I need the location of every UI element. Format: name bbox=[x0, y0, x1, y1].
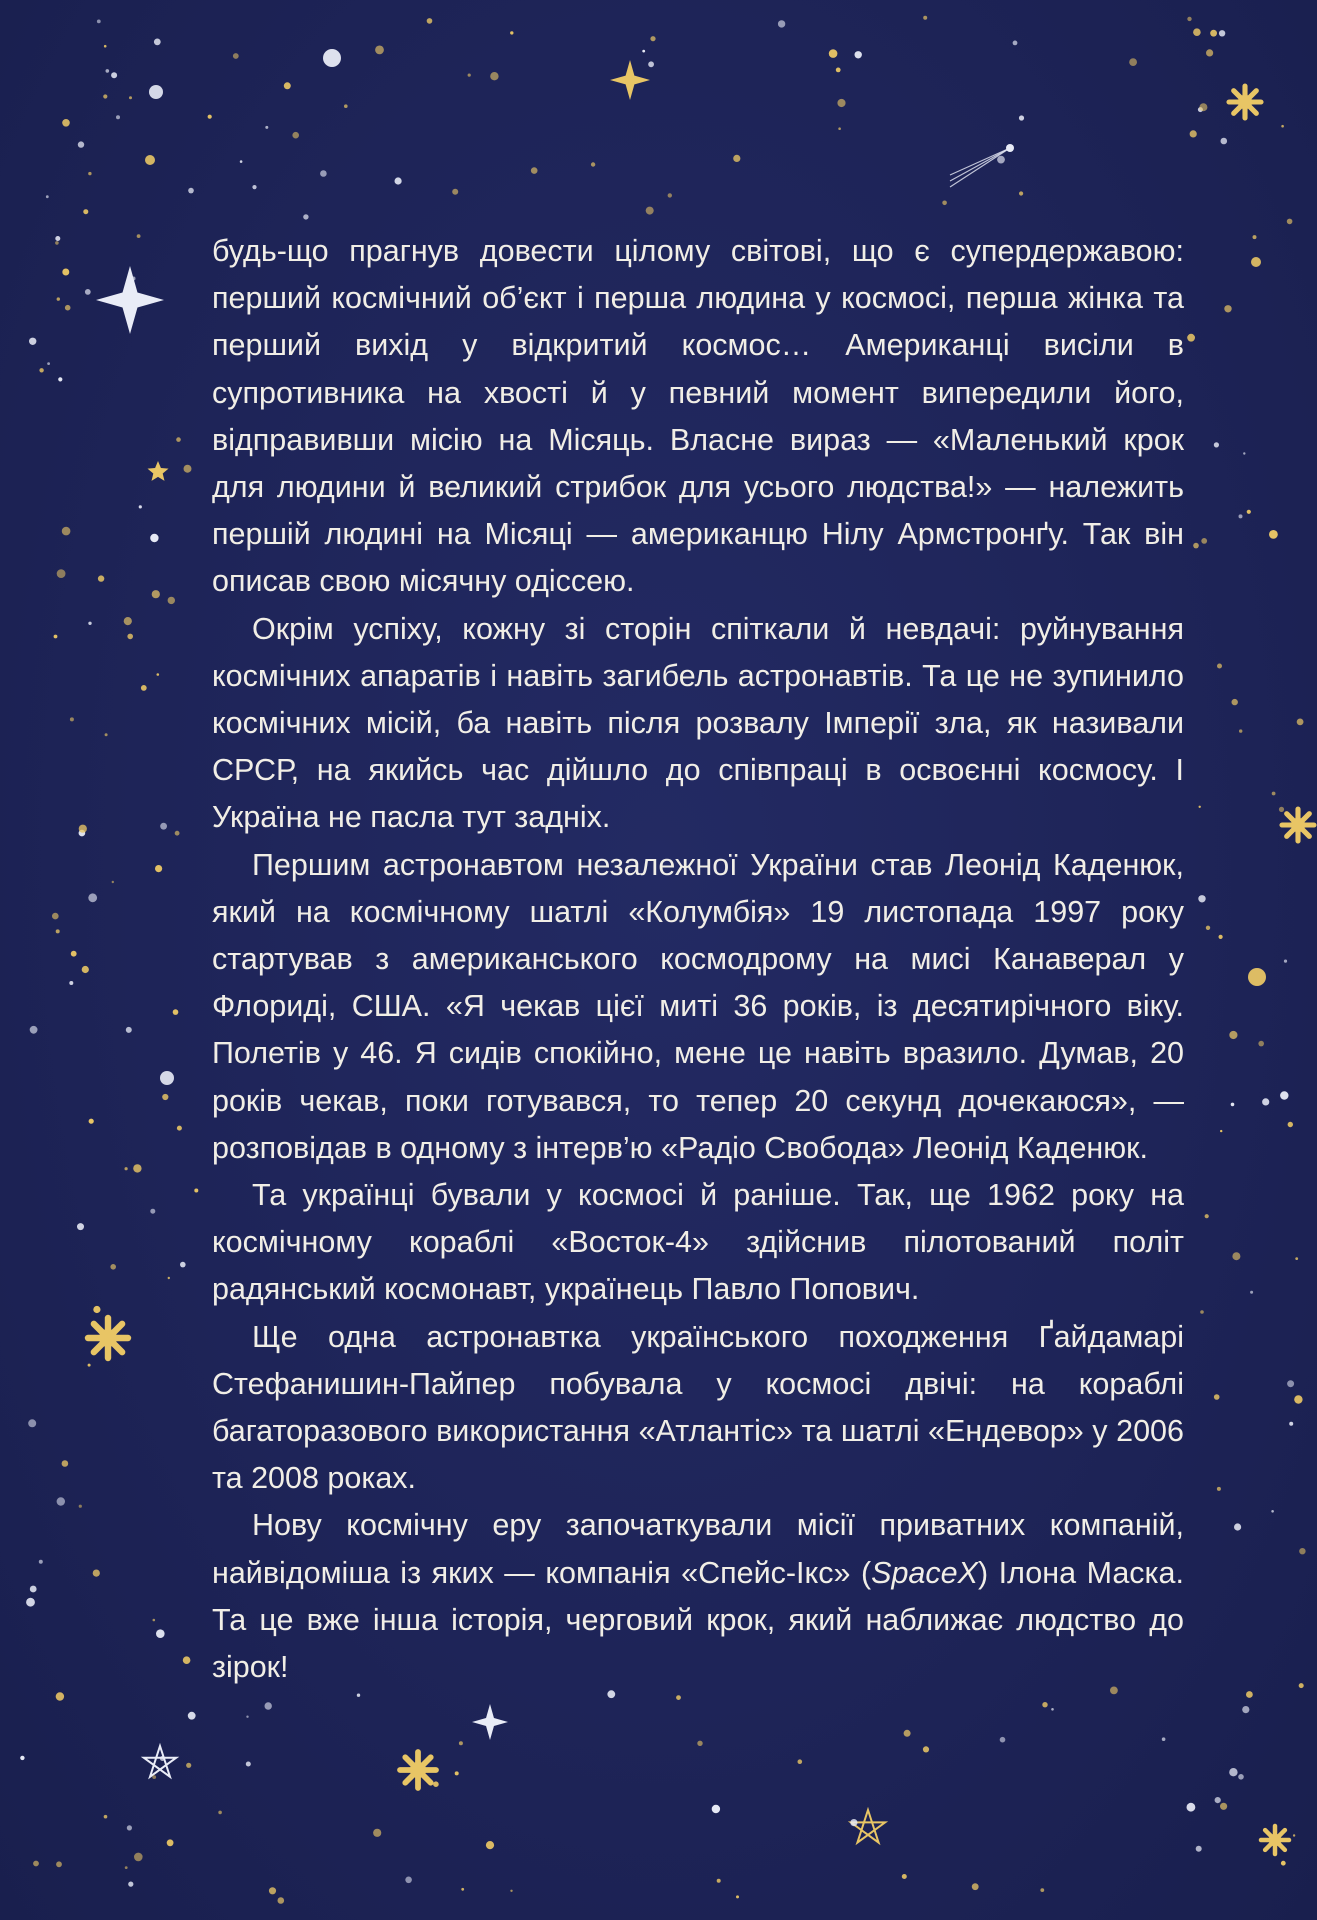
star-dot bbox=[923, 1746, 929, 1752]
star-dot bbox=[77, 1223, 84, 1230]
star-dot bbox=[510, 1890, 512, 1892]
star-dot bbox=[175, 831, 180, 836]
star-dot bbox=[468, 74, 471, 77]
star-dot bbox=[1019, 115, 1024, 120]
star-dot bbox=[155, 865, 162, 872]
star-dot bbox=[712, 1805, 720, 1813]
star-dot bbox=[357, 1694, 360, 1697]
star-dot bbox=[150, 1209, 155, 1214]
star-dot bbox=[1217, 1487, 1221, 1491]
star-dot bbox=[1190, 130, 1197, 137]
star-dot bbox=[1205, 1214, 1209, 1218]
star-dot bbox=[427, 18, 433, 24]
star-dot bbox=[904, 1730, 911, 1737]
star-dot bbox=[29, 338, 36, 345]
star-dot bbox=[78, 141, 84, 147]
star-dot bbox=[1262, 1098, 1269, 1105]
star-dot bbox=[111, 72, 117, 78]
star-dot bbox=[1246, 1691, 1253, 1698]
star-dot bbox=[736, 1895, 739, 1898]
star-dot bbox=[1214, 442, 1219, 447]
star-dot bbox=[455, 1771, 459, 1775]
star-dot bbox=[132, 277, 136, 281]
paragraph-6-text-after: ) Ілона Маска. Та це вже інша історія, черговий крок, який наближає людство до зірок! bbox=[212, 1555, 1184, 1685]
star-dot bbox=[1229, 1768, 1237, 1776]
star-dot bbox=[1242, 1706, 1249, 1713]
star-dot bbox=[160, 823, 167, 830]
star-dot bbox=[1297, 719, 1304, 726]
star-dot bbox=[1129, 58, 1137, 66]
star-dot bbox=[676, 1695, 681, 1700]
star-dot bbox=[1201, 538, 1207, 544]
star-dot bbox=[1200, 1310, 1204, 1314]
star-dot bbox=[320, 170, 327, 177]
star-dot bbox=[57, 297, 60, 300]
star-dot bbox=[829, 49, 838, 58]
star-dot bbox=[252, 185, 256, 189]
burst-star bbox=[400, 1752, 436, 1788]
star-dot bbox=[98, 575, 104, 581]
star-dot bbox=[642, 50, 645, 53]
star-dot bbox=[697, 1741, 702, 1746]
star-dot bbox=[93, 1306, 100, 1313]
star-dot bbox=[405, 1877, 412, 1884]
star-dot bbox=[176, 437, 181, 442]
star-dot bbox=[278, 1897, 285, 1904]
shooting-star bbox=[950, 144, 1014, 187]
star-dot bbox=[607, 1690, 615, 1698]
star-dot bbox=[650, 36, 655, 41]
star-dot bbox=[69, 981, 73, 985]
paragraph-6-text-before: Нову космічну еру започаткували місії приватних компаній, найвідоміша із яких — компанія «Спейс-Ікс» ( bbox=[212, 1508, 1184, 1590]
star-dot bbox=[1293, 1834, 1295, 1836]
star-dot bbox=[160, 1071, 174, 1085]
star-dot bbox=[778, 20, 785, 27]
paragraph-1: будь-що прагнув довести цілому світові, що є супердержавою: перший космічний об’єкт і перша людина у космосі, перша жінка та перший вихід у відкритий космос… Американці висіли в супротивника на хвості й у певний момент випередили його, відправивши місію на Місяць. Власне вираз — «Маленький крок для людини й великий стрибок для усього людства!» — належить першій людині на Місяці — американцю Нілу Армстронґу. Так він описав свою місячну одіссею. bbox=[212, 234, 1184, 599]
star-dot bbox=[510, 31, 513, 34]
star-dot bbox=[838, 127, 841, 130]
star-dot bbox=[154, 39, 161, 46]
star-dot bbox=[70, 717, 74, 721]
star-dot bbox=[88, 1364, 91, 1367]
star-dot bbox=[1162, 1737, 1166, 1741]
star-dot bbox=[180, 1262, 186, 1268]
star-dot bbox=[79, 1505, 82, 1508]
star-dot bbox=[1220, 1130, 1222, 1132]
star-dot bbox=[1051, 1708, 1054, 1711]
star-dot bbox=[133, 1164, 141, 1172]
star-dot bbox=[160, 1756, 165, 1761]
burst-star bbox=[1229, 86, 1261, 118]
star-dot bbox=[240, 160, 243, 163]
star-dot bbox=[1224, 305, 1231, 312]
star-dot bbox=[103, 94, 107, 98]
outline-star bbox=[144, 1746, 176, 1777]
star-dot bbox=[58, 377, 62, 381]
star-dot bbox=[1280, 1091, 1288, 1099]
star-dot bbox=[186, 1763, 191, 1768]
star-dot bbox=[47, 362, 50, 365]
star-dot bbox=[1243, 452, 1245, 454]
star-dot bbox=[855, 51, 862, 58]
star-dot bbox=[116, 115, 120, 119]
star-dot bbox=[1279, 807, 1284, 812]
star-dot bbox=[1299, 1683, 1304, 1688]
star-dot bbox=[1206, 926, 1210, 930]
star-dot bbox=[717, 1879, 721, 1883]
spacex-italic: SpaceX bbox=[871, 1555, 978, 1590]
star-dot bbox=[452, 189, 458, 195]
star-dot bbox=[153, 1619, 156, 1622]
paragraph-6 bbox=[212, 1502, 1184, 1691]
outline-star bbox=[851, 1810, 885, 1843]
star-dot bbox=[246, 1762, 251, 1767]
star-dot bbox=[1219, 935, 1223, 939]
star-dot bbox=[1272, 792, 1276, 796]
star-dot bbox=[137, 234, 141, 238]
star-dot bbox=[129, 96, 132, 99]
star-dot bbox=[1295, 1257, 1298, 1260]
star-dot bbox=[490, 72, 498, 80]
star-dot bbox=[1281, 125, 1284, 128]
star-dot bbox=[1198, 895, 1205, 902]
star-dot bbox=[56, 1692, 64, 1700]
star-dot bbox=[125, 1866, 128, 1869]
star-dot bbox=[850, 1819, 857, 1826]
star-dot bbox=[218, 1811, 222, 1815]
star-dot bbox=[303, 214, 308, 219]
star-dot bbox=[531, 167, 538, 174]
star-dot bbox=[344, 104, 348, 108]
star-dot bbox=[646, 207, 654, 215]
star-dot bbox=[1210, 30, 1217, 37]
star-dot bbox=[265, 126, 268, 129]
star-dot bbox=[1284, 960, 1287, 963]
star-dot bbox=[93, 1570, 100, 1577]
star-dot bbox=[188, 188, 194, 194]
star-dot bbox=[1187, 334, 1195, 342]
star-dot bbox=[1199, 806, 1201, 808]
star-dot bbox=[1214, 1394, 1220, 1400]
star-dot bbox=[459, 1741, 463, 1745]
star-dot bbox=[79, 825, 87, 833]
star-dot bbox=[1013, 41, 1018, 46]
star-dot bbox=[1287, 219, 1293, 225]
star-dot bbox=[668, 193, 672, 197]
star-dot bbox=[1238, 1774, 1244, 1780]
star-dot bbox=[1221, 138, 1228, 145]
star-dot bbox=[648, 61, 654, 67]
star-dot bbox=[83, 209, 88, 214]
star-dot bbox=[1229, 1031, 1237, 1039]
star-dot bbox=[733, 155, 740, 162]
burst-star bbox=[88, 1318, 128, 1358]
star-dot bbox=[88, 172, 91, 175]
star-dot bbox=[1042, 1702, 1047, 1707]
star-dot bbox=[55, 241, 59, 245]
star-dot bbox=[902, 1874, 907, 1879]
star-dot bbox=[112, 881, 114, 883]
star-dot bbox=[1215, 1797, 1221, 1803]
star-dot bbox=[156, 1629, 165, 1638]
star-dot bbox=[836, 68, 841, 73]
star-dot bbox=[1248, 968, 1266, 986]
star-dot bbox=[798, 1759, 803, 1764]
star-dot bbox=[97, 20, 101, 24]
star-dot bbox=[292, 132, 299, 139]
star-dot bbox=[1232, 699, 1238, 705]
star-dot bbox=[486, 1841, 494, 1849]
star-dot bbox=[82, 966, 89, 973]
star-dot bbox=[125, 1167, 128, 1170]
star-dot bbox=[88, 893, 97, 902]
star-dot bbox=[139, 505, 142, 508]
star-dot bbox=[942, 201, 947, 206]
star-dot bbox=[233, 53, 239, 59]
paragraph-5: Ще одна астронавтка українського походження Ґайдамарі Стефанишин-Пайпер побувала у космосі двічі: на кораблі багаторазового використання «Атлантіс» та шатлі «Ендевор» у 2006 та 2008 роках. bbox=[212, 1319, 1184, 1496]
star-dot bbox=[110, 1264, 116, 1270]
star-dot bbox=[208, 115, 212, 119]
star-dot bbox=[1299, 1548, 1305, 1554]
star-dot bbox=[126, 1027, 132, 1033]
star-dot bbox=[1294, 1395, 1302, 1403]
star-dot bbox=[1271, 1510, 1274, 1513]
star-dot bbox=[127, 1825, 132, 1830]
star-dot bbox=[1251, 257, 1261, 267]
star-dot bbox=[62, 1460, 69, 1467]
sparkle-star bbox=[472, 1704, 508, 1740]
star-dot bbox=[152, 1775, 156, 1779]
star-dot bbox=[1217, 664, 1222, 669]
star-dot bbox=[1234, 1523, 1241, 1530]
star-dot bbox=[246, 1716, 248, 1718]
star-dot bbox=[395, 177, 402, 184]
star-dot bbox=[1019, 191, 1023, 195]
star-dot bbox=[150, 534, 158, 542]
star-dot bbox=[134, 1853, 143, 1862]
star-dot bbox=[105, 733, 108, 736]
star-dot bbox=[104, 45, 107, 48]
star-dot bbox=[46, 195, 49, 198]
star-dot bbox=[1000, 1737, 1006, 1743]
star-dot bbox=[1281, 1861, 1286, 1866]
star-dot bbox=[85, 289, 91, 295]
paragraph-4: Та українці бували у космосі й раніше. Так, ще 1962 року на космічному кораблі «Восток-4» здійснив пілотований політ радянський космонавт, українець Павло Попович. bbox=[212, 1178, 1184, 1307]
sparkle-star bbox=[96, 266, 164, 334]
star-dot bbox=[1206, 49, 1213, 56]
filled-star bbox=[148, 461, 169, 481]
star-dot bbox=[20, 1756, 24, 1760]
star-dot bbox=[57, 569, 66, 578]
star-dot bbox=[128, 1882, 133, 1887]
star-dot bbox=[28, 1419, 36, 1427]
paragraph-2: Окрім успіху, кожну зі сторін спіткали й невдачі: руйнування космічних апаратів і навіть загибель астронавтів. Та це не зупинило космічних місій, ба навіть після розвалу Імперії зла, як називали СРСР, на якийсь час дійшло до співпраці в освоєнні космосу. І Україна не пасла тут задніх. bbox=[212, 611, 1184, 835]
star-dot bbox=[141, 685, 147, 691]
star-dot bbox=[188, 1712, 196, 1720]
star-dot bbox=[1196, 1846, 1202, 1852]
star-dot bbox=[65, 305, 71, 311]
star-dot bbox=[89, 1119, 94, 1124]
star-dot bbox=[184, 465, 192, 473]
star-dot bbox=[1220, 1803, 1227, 1810]
star-dot bbox=[433, 1781, 439, 1787]
star-dot bbox=[1287, 1380, 1294, 1387]
star-dot bbox=[88, 622, 91, 625]
star-dot bbox=[269, 1887, 276, 1894]
star-dot bbox=[30, 1026, 38, 1034]
star-dot bbox=[173, 1009, 179, 1015]
star-dot bbox=[972, 1883, 979, 1890]
burst-star bbox=[1282, 809, 1314, 841]
star-dot bbox=[1232, 1252, 1240, 1260]
star-dot bbox=[1231, 1103, 1235, 1107]
star-dot bbox=[152, 590, 160, 598]
star-dot bbox=[591, 162, 595, 166]
star-dot bbox=[71, 951, 77, 957]
star-dot bbox=[145, 155, 155, 165]
star-dot bbox=[104, 1815, 108, 1819]
star-dot bbox=[837, 99, 845, 107]
star-dot bbox=[461, 1888, 464, 1891]
star-dot bbox=[373, 1829, 381, 1837]
star-dot bbox=[62, 119, 70, 127]
star-dot bbox=[157, 673, 160, 676]
star-dot bbox=[923, 16, 927, 20]
star-dot bbox=[1258, 1041, 1264, 1047]
star-dot bbox=[167, 1839, 174, 1846]
star-dot bbox=[124, 617, 132, 625]
star-dot bbox=[1269, 530, 1278, 539]
article-text bbox=[212, 228, 1184, 1691]
star-dot bbox=[39, 1560, 43, 1564]
star-dot bbox=[1187, 1803, 1196, 1812]
star-dot bbox=[62, 527, 71, 536]
star-dot bbox=[33, 1861, 39, 1867]
star-dot bbox=[1199, 103, 1207, 111]
star-dot bbox=[26, 1598, 35, 1607]
star-dot bbox=[1247, 510, 1251, 514]
star-dot bbox=[57, 1497, 65, 1505]
star-dot bbox=[1040, 1888, 1044, 1892]
star-dot bbox=[1193, 28, 1201, 36]
star-dot bbox=[1250, 1291, 1253, 1294]
star-dot bbox=[1219, 30, 1225, 36]
star-dot bbox=[1193, 543, 1199, 549]
star-dot bbox=[56, 1861, 62, 1867]
star-dot bbox=[1289, 1422, 1293, 1426]
star-dot bbox=[106, 69, 110, 73]
star-dot bbox=[30, 1586, 37, 1593]
burst-star bbox=[1261, 1826, 1289, 1854]
star-dot bbox=[62, 269, 69, 276]
star-dot bbox=[284, 82, 291, 89]
star-dot bbox=[127, 634, 133, 640]
sparkle-star bbox=[610, 60, 650, 100]
paragraph-3: Першим астронавтом незалежної України став Леонід Каденюк, який на космічному шатлі «Колумбія» 19 листопада 1997 року стартував з американського космодрому на мисі Канаверал у Флориді, США. «Я чекав цієї миті 36 років, із десятирічного віку. Полетів у 46. Я сидів спокійно, мене це навіть вразило. Думав, 20 років чекав, поки готувався, то тепер 20 секунд дочекаюся», — розповідав в одному з інтерв’ю «Радіо Свобода» Леонід Каденюк. bbox=[212, 847, 1184, 1165]
star-dot bbox=[183, 1656, 191, 1664]
star-dot bbox=[54, 635, 58, 639]
star-dot bbox=[1239, 729, 1242, 732]
star-dot bbox=[52, 913, 59, 920]
star-dot bbox=[375, 46, 384, 55]
star-dot bbox=[168, 1277, 170, 1279]
star-dot bbox=[56, 929, 60, 933]
star-dot bbox=[194, 1189, 198, 1193]
star-dot bbox=[323, 49, 341, 67]
star-dot bbox=[1239, 514, 1243, 518]
star-dot bbox=[1253, 235, 1257, 239]
star-dot bbox=[55, 236, 60, 241]
star-dot bbox=[1288, 1122, 1293, 1127]
star-dot bbox=[162, 1094, 168, 1100]
star-dot bbox=[177, 1126, 182, 1131]
star-dot bbox=[265, 1702, 272, 1709]
star-dot bbox=[1187, 17, 1191, 21]
star-dot bbox=[39, 368, 43, 372]
star-dot bbox=[149, 85, 163, 99]
star-dot bbox=[168, 597, 175, 604]
star-dot bbox=[997, 156, 1005, 164]
